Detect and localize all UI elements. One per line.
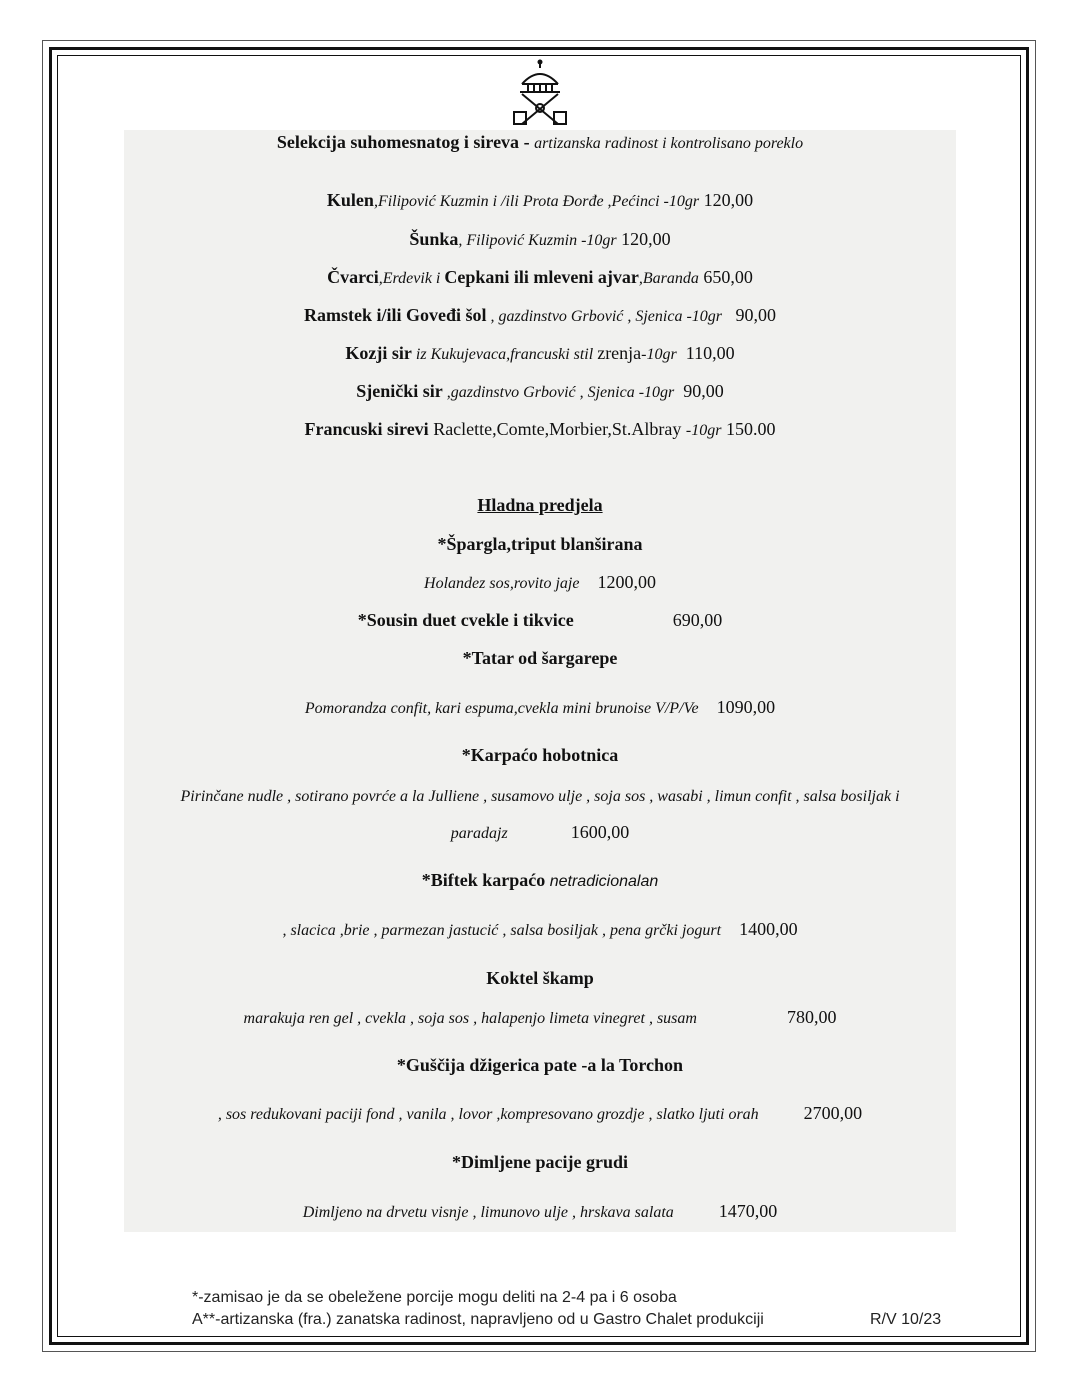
item-desc: Pomorandza confit, kari espuma,cvekla mini brunoise V/P/Ve xyxy=(304,700,699,717)
item-desc: , sos redukovani paciji fond , vanila , lovor ,kompresovano grozdje , slatko ljuti orah xyxy=(217,1106,759,1123)
item-price: 90,00 xyxy=(683,381,724,401)
item-name: Šunka xyxy=(409,229,459,249)
section-title: Hladna predjela xyxy=(477,495,603,515)
menu-item-karpaco-hobotnica-desc-cont xyxy=(0,822,1080,843)
menu-item-sunka xyxy=(0,229,1080,250)
item-price: 690,00 xyxy=(672,610,723,630)
menu-item-karpaco-hobotnica xyxy=(0,745,1080,766)
item-name: *Biftek karpaćo xyxy=(421,870,546,890)
menu-item-cvarci xyxy=(0,267,1080,288)
item-desc-plain: zrenja xyxy=(597,343,642,363)
item-price: 2700,00 xyxy=(803,1103,863,1123)
menu-item-ramstek xyxy=(0,305,1080,326)
menu-item-spargla-desc xyxy=(0,572,1080,593)
item-desc: ,gazdinstvo Grbović , Sjenica -10gr xyxy=(442,384,675,401)
item-desc: -10gr xyxy=(685,422,722,439)
item-desc-secondary: ,Baranda xyxy=(638,270,699,287)
menu-item-dimljene-pacije-grudi xyxy=(0,1152,1080,1173)
item-price: 110,00 xyxy=(685,343,735,363)
item-desc: Holandez sos,rovito jaje xyxy=(424,575,580,592)
item-name: *Tatar od šargarepe xyxy=(462,648,618,668)
item-name: Čvarci xyxy=(327,267,379,287)
section-header xyxy=(0,132,1080,153)
menu-item-biftek-karpaco xyxy=(0,870,1080,891)
item-desc: marakuja ren gel , cvekla , soja sos , halapenjo limeta vinegret , susam xyxy=(243,1010,697,1027)
menu-item-koktel-skamp xyxy=(0,968,1080,989)
item-name: Kozji sir xyxy=(345,343,412,363)
item-name: *Karpaćo hobotnica xyxy=(461,745,619,765)
item-price: 120,00 xyxy=(621,229,671,249)
item-desc: iz Kukujevaca,francuski stil xyxy=(411,346,598,363)
item-price: 150.00 xyxy=(725,419,776,439)
menu-item-biftek-karpaco-desc xyxy=(0,919,1080,940)
item-price: 1400,00 xyxy=(739,919,798,939)
item-name: Francuski sirevi xyxy=(304,419,429,439)
item-desc: Pirinčane nudle , sotirano povrće a la Julliene , susamovo ulje , soja sos , wasabi , limun confit , salsa bosiljak i xyxy=(180,788,900,805)
header-subtitle: artizanska radinost i kontrolisano poreklo xyxy=(534,135,804,152)
item-desc: , slacica ,brie , parmezan jastucić , salsa bosiljak , pena grčki jogurt xyxy=(282,922,722,939)
item-desc: ,Erdevik i xyxy=(378,270,445,287)
footer-note-sharing: *-zamisao je da se obeležene porcije mogu deliti na 2-4 pa i 6 osoba xyxy=(192,1289,677,1306)
menu-item-spargla xyxy=(0,534,1080,555)
item-desc: , gazdinstvo Grbović , Sjenica -10gr xyxy=(486,308,723,325)
footer-note-artisan: A**-artizanska (fra.) zanatska radinost, napravljeno od u Gastro Chalet produkciji xyxy=(192,1311,764,1328)
menu-item-sousin-duet xyxy=(0,610,1080,631)
item-name: *Špargla,triput blanširana xyxy=(437,534,643,554)
crown-crossed-keys-logo xyxy=(510,58,570,130)
item-name: Ramstek i/ili Goveđi šol xyxy=(303,305,487,325)
item-desc-continued: paradajz xyxy=(450,825,508,842)
menu-item-karpaco-hobotnica-desc xyxy=(0,785,1080,806)
section-title-hladna-predjela xyxy=(0,495,1080,516)
menu-item-kozji-sir xyxy=(0,343,1080,364)
menu-item-kulen xyxy=(0,190,1080,211)
item-desc: Dimljeno na drvetu visnje , limunovo ulje , hrskava salata xyxy=(302,1204,674,1221)
item-name: *Guščija džigerica pate -a la Torchon xyxy=(396,1055,684,1075)
header-title: Selekcija suhomesnatog i sireva xyxy=(276,132,520,152)
menu-item-francuski-sirevi xyxy=(0,419,1080,440)
item-price: 1470,00 xyxy=(718,1201,778,1221)
item-desc: ,Filipović Kuzmin i /ili Prota Đorđe ,Pećinci -10gr xyxy=(373,193,700,210)
item-price: 120,00 xyxy=(703,190,754,210)
menu-item-koktel-skamp-desc xyxy=(0,1007,1080,1028)
header-dash: - xyxy=(519,132,535,152)
menu-item-sjenicki-sir xyxy=(0,381,1080,402)
menu-item-tatar-desc xyxy=(0,697,1080,718)
item-name: Koktel škamp xyxy=(486,968,594,988)
item-price: 1090,00 xyxy=(716,697,776,717)
item-price: 650,00 xyxy=(703,267,753,287)
menu-item-guscija-dzigerica-desc xyxy=(0,1103,1080,1124)
footer-revision: R/V 10/23 xyxy=(870,1311,942,1328)
item-name: Kulen xyxy=(326,190,374,210)
item-price: 1200,00 xyxy=(597,572,656,592)
item-price: 90,00 xyxy=(735,305,777,325)
item-desc: , Filipović Kuzmin -10gr xyxy=(458,232,617,249)
menu-item-dimljene-pacije-grudi-desc xyxy=(0,1201,1080,1222)
item-name-note: netradicionalan xyxy=(549,873,659,890)
menu-item-guscija-dzigerica xyxy=(0,1055,1080,1076)
item-name: *Sousin duet cvekle i tikvice xyxy=(357,610,574,630)
item-price: 780,00 xyxy=(786,1007,837,1027)
menu-item-tatar xyxy=(0,648,1080,669)
item-price: 1600,00 xyxy=(570,822,630,842)
item-desc-plain: Raclette,Comte,Morbier,St.Albray xyxy=(428,419,686,439)
item-desc-secondary: -10gr xyxy=(641,346,677,363)
item-name: *Dimljene pacije grudi xyxy=(452,1152,628,1172)
item-name-secondary: Cepkani ili mleveni ajvar xyxy=(444,267,639,287)
item-name: Sjenički sir xyxy=(356,381,443,401)
